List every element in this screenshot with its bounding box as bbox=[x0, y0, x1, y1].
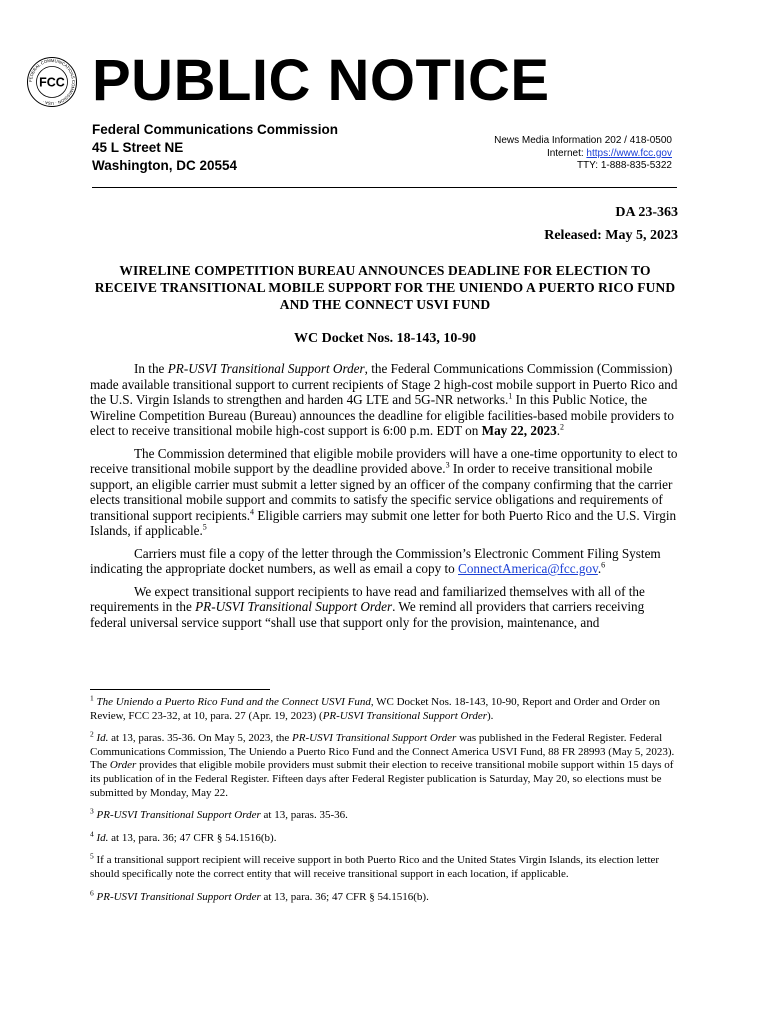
paragraph-1: In the PR-USVI Transitional Support Order, the Federal Communications Commission (Commission) made available transitional support to current recipients of Stage 2 high-cost mobile support in Puerto Rico and the U.S. Virgin Islands to strengthen and harden 4G LTE and 5G-NR networks.$^1$ In this Public Notice, the Wireline Competition Bureau (Bureau) announces the deadline for eligible facilities-based mobile providers to elect to receive transitional mobile high-cost support is 6:00 p.m. EDT on May 22, 2023.$^2$ bbox=[90, 361, 678, 438]
contact-info bbox=[494, 135, 672, 173]
footnote-ref: 3 bbox=[445, 460, 450, 470]
connect-america-email-link[interactable]: ConnectAmerica@fcc.gov bbox=[458, 561, 598, 576]
svg-text:FEDERAL COMMUNICATIONS COMMISS: FEDERAL COMMUNICATIONS COMMISSION · USA · bbox=[27, 57, 77, 107]
fcc-seal-logo bbox=[26, 56, 78, 108]
internet-line: Internet: https://www.fcc.gov bbox=[546, 147, 672, 159]
agency-address bbox=[92, 121, 338, 175]
paragraph-3: Carriers must file a copy of the letter through the Commission’s Electronic Comment Filing System indicating the appropriate docket numbers, as well as email a copy to ConnectAmerica@fcc.gov.$^6$ bbox=[90, 545, 661, 576]
footnote-5: $^5$ If a transitional support recipient will receive support in both Puerto Rico and the United States Virgin Islands, its election letter should specifically note the correct entity that will receive transitional support in each location, if applicable. bbox=[90, 851, 660, 880]
page-title: PUBLIC NOTICE bbox=[92, 48, 550, 113]
paragraph-2: The Commission determined that eligible mobile providers will have a one-time opportunity to elect to receive transitional mobile support by the deadline provided above.$^3$ In order to receive transitional mobile support, an eligible carrier must submit a letter signed by an officer of the company confirming that the carrier elects transitional mobile support and commits to satisfy the specific service obligations and requirements of transitional support recipients.$^4$ Eligible carriers may submit one letter for both Puerto Rico and the U.S. Virgin Islands, if applicable.$^5$ bbox=[90, 445, 678, 538]
footnote-2: $^2$ Id. at 13, paras. 35-36. On May 5, 2023, the PR-USVI Transitional Support Order was published in the Federal Register. Federal Communications Commission, The Uniendo a Puerto Rico Fund and the Connect America USVI Fund, 88 FR 28993 (May 5, 2023). The Order provides that eligible mobile providers must submit their election to receive transitional mobile support within 15 days of its publication of in the Federal Register. Fifteen days after Federal Register publication is Saturday, May 20, so elections must be submitted by Monday, May 22. bbox=[90, 729, 675, 799]
agency-city: Washington, DC 20554 bbox=[92, 158, 238, 173]
notice-heading: WIRELINE COMPETITION BUREAU ANNOUNCES DEADLINE FOR ELECTION TO RECEIVE TRANSITIONAL MOBILE SUPPORT FOR THE UNIENDO A PUERTO RICO FUND AND THE CONNECT USVI FUND bbox=[94, 263, 676, 312]
footnote-divider bbox=[90, 689, 270, 690]
svg-text:FCC: FCC bbox=[39, 75, 65, 90]
news-media-line: News Media Information 202 / 418-0500 bbox=[494, 135, 672, 146]
paragraph-4: We expect transitional support recipients to have read and familiarized themselves with all of the requirements in the PR-USVI Transitional Support Order. We remind all providers that carriers receiving federal universal service support “shall use that support only for the provision, maintenance, and bbox=[90, 583, 645, 630]
footnote-ref: 2 bbox=[560, 422, 565, 432]
agency-street: 45 L Street NE bbox=[92, 140, 184, 155]
release-date: Released: May 5, 2023 bbox=[544, 228, 678, 243]
agency-name: Federal Communications Commission bbox=[92, 122, 339, 137]
footnote-ref: 6 bbox=[601, 560, 606, 570]
footnote-ref: 5 bbox=[202, 522, 207, 532]
docket-number: WC Docket Nos. 18-143, 10-90 bbox=[294, 331, 476, 346]
footnote-3: $^3$ PR-USVI Transitional Support Order at 13, paras. 35-36. bbox=[90, 806, 348, 822]
footnote-1: $^1$ The Uniendo a Puerto Rico Fund and the Connect USVI Fund, WC Docket Nos. 18-143, 10-90, Report and Order and Order on Review, FCC 23-32, at 10, para. 27 (Apr. 19, 2023) (PR-USVI Transitional Support Order). bbox=[90, 693, 660, 722]
tty-line: TTY: 1-888-835-5322 bbox=[576, 160, 672, 171]
footnotes bbox=[90, 693, 680, 913]
da-number: DA 23-363 bbox=[615, 205, 678, 220]
notice-body bbox=[90, 361, 680, 637]
footnote-6: $^6$ PR-USVI Transitional Support Order at 13, para. 36; 47 CFR § 54.1516(b). bbox=[90, 887, 429, 903]
footnote-ref: 1 bbox=[508, 391, 513, 401]
header-divider bbox=[92, 187, 677, 188]
footnote-ref: 4 bbox=[250, 507, 255, 517]
fcc-website-link[interactable]: https://www.fcc.gov bbox=[586, 147, 672, 159]
footnote-4: $^4$ Id. at 13, para. 36; 47 CFR § 54.1516(b). bbox=[90, 829, 277, 844]
